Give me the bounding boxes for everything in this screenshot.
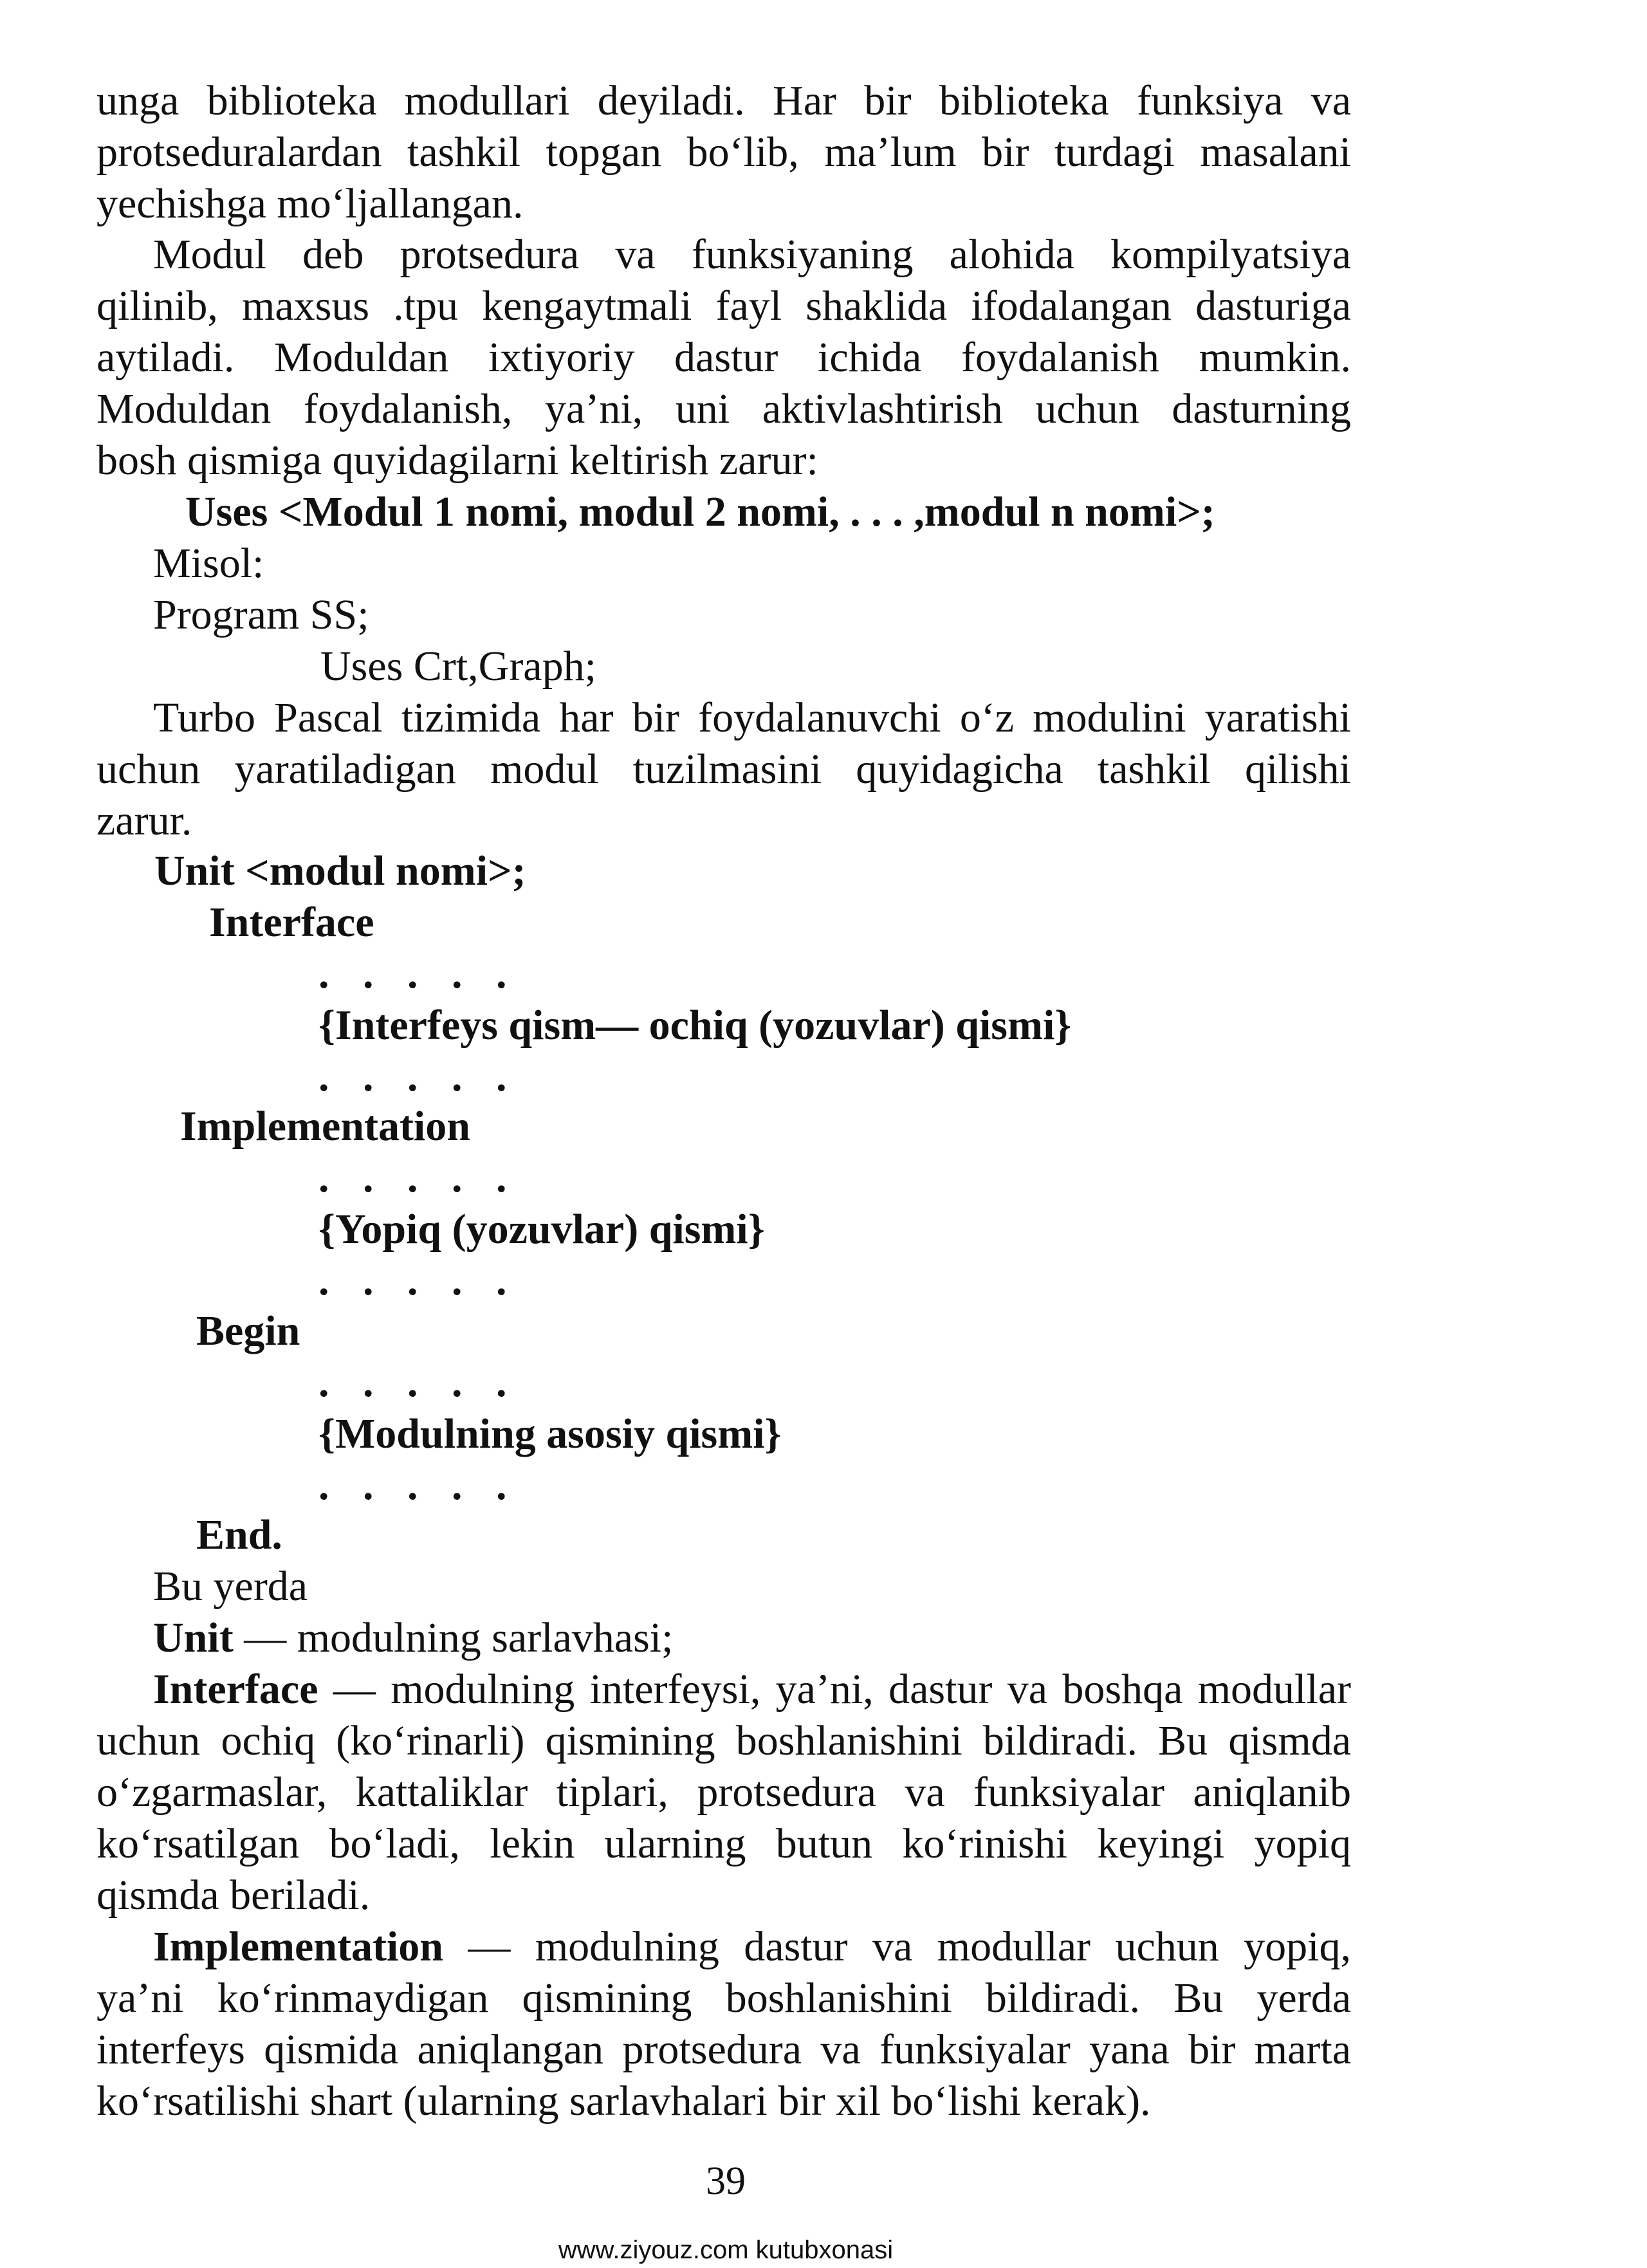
paragraph-line: uchun yaratiladigan modul tuzilmasini quyidagicha tashkil qilishi	[97, 746, 1351, 793]
begin-keyword: Begin	[196, 1307, 300, 1354]
ellipsis: . . . . .	[318, 1053, 519, 1100]
ellipsis: . . . . .	[318, 1154, 519, 1201]
paragraph-line: ko‘rsatilishi shart (ularning sarlavhalari bir xil bo‘lishi kerak).	[97, 2078, 1151, 2125]
unit-term: Unit	[153, 1614, 234, 1661]
ellipsis: . . . . .	[318, 950, 519, 997]
example-uses-line: Uses Crt,Graph;	[320, 643, 596, 690]
interface-term: Interface	[153, 1666, 318, 1713]
paragraph-line: ko‘rsatilgan bo‘ladi, lekin ularning butun ko‘rinishi keyingi yopiq	[97, 1820, 1351, 1867]
ellipsis: . . . . .	[318, 1359, 519, 1406]
uses-syntax: Uses <Modul 1 nomi, modul 2 nomi, . . . ,modul n nomi>;	[185, 488, 1215, 535]
paragraph-line: uchun ochiq (ko‘rinarli) qismining boshlanishini bildiradi. Bu qismda	[97, 1717, 1351, 1764]
end-keyword: End.	[196, 1511, 282, 1558]
paragraph-line: qismda beriladi.	[97, 1872, 371, 1919]
implementation-keyword: Implementation	[180, 1103, 470, 1150]
paragraph-line: aytiladi. Moduldan ixtiyoriy dastur ichida foydalanish mumkin.	[97, 334, 1351, 381]
paragraph-line: qilinib, maxsus .tpu kengaytmali fayl shaklida ifodalangan dasturiga	[97, 282, 1351, 329]
explanation-intro: Bu yerda	[153, 1563, 308, 1610]
interface-comment: {Interfeys qism— ochiq (yozuvlar) qismi}	[318, 1002, 1072, 1049]
footer-text: www.ziyouz.com kutubxonasi	[558, 2236, 894, 2264]
implementation-comment: {Yopiq (yozuvlar) qismi}	[318, 1206, 765, 1253]
page-number: 39	[706, 2159, 746, 2203]
paragraph-line: protseduralardan tashkil topgan bo‘lib, ma’lum bir turdagi masalani	[97, 129, 1351, 176]
implementation-term: Implementation	[153, 1923, 443, 1970]
paragraph-line: Modul deb protsedura va funksiyaning alohida kompilyatsiya	[153, 231, 1351, 278]
implementation-definition-text: — modulning dastur va modullar uchun yopiq,	[443, 1923, 1351, 1970]
paragraph-line: zarur.	[97, 797, 192, 844]
paragraph-line: Turbo Pascal tizimida har bir foydalanuvchi o‘z modulini yaratishi	[153, 694, 1351, 741]
paragraph-line: yechishga mo‘ljallangan.	[97, 180, 524, 227]
interface-definition-text: — modulning interfeysi, ya’ni, dastur va boshqa modullar	[318, 1666, 1351, 1713]
example-label: Misol:	[153, 540, 264, 587]
interface-keyword: Interface	[209, 899, 374, 946]
unit-header: Unit <modul nomi>;	[154, 847, 526, 894]
ellipsis: . . . . .	[318, 1462, 519, 1509]
implementation-definition	[153, 1922, 1351, 1972]
paragraph-line: unga biblioteka modullari deyiladi. Har bir biblioteka funksiya va	[97, 77, 1351, 124]
paragraph-line: Moduldan foydalanish, ya’ni, uni aktivlashtirish uchun dasturning	[97, 385, 1351, 432]
unit-definition-text: — modulning sarlavhasi;	[233, 1614, 674, 1661]
ellipsis: . . . . .	[318, 1257, 519, 1304]
interface-definition	[153, 1664, 1351, 1715]
example-program-line: Program SS;	[153, 591, 369, 638]
paragraph-line: o‘zgarmaslar, kattaliklar tiplari, protsedura va funksiyalar aniqlanib	[97, 1769, 1351, 1816]
unit-definition	[153, 1613, 1408, 1663]
paragraph-line: bosh qismiga quyidagilarni keltirish zarur:	[97, 437, 818, 484]
paragraph-line: ya’ni ko‘rinmaydigan qismining boshlanishini bildiradi. Bu yerda	[97, 1975, 1351, 2022]
main-comment: {Modulning asosiy qismi}	[318, 1410, 782, 1457]
paragraph-line: interfeys qismida aniqlangan protsedura va funksiyalar yana bir marta	[97, 2026, 1351, 2073]
